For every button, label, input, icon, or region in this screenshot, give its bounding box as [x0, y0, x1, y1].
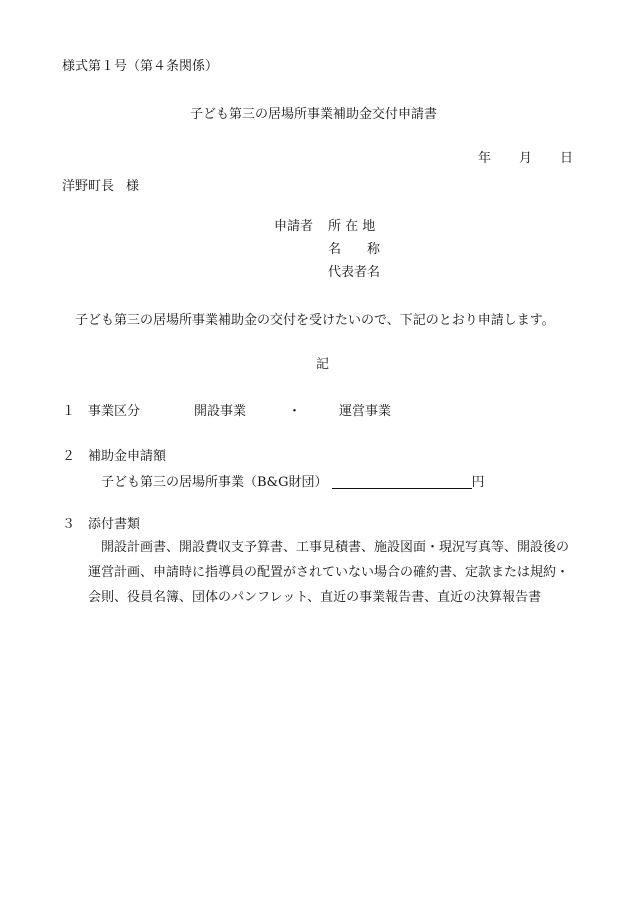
section3-attachments-text: 開設計画書、開設費収支予算書、工事見積書、施設図面・現況写真等、開設後の運営計画、申請時に指導員の配置がされていない場合の確約書、定款または規約・会則、役員名簿、団体のパンフレット、直近の事業報告書、直近の決算報告書: [88, 540, 570, 605]
applicant-address-label: 所 在 地: [328, 219, 376, 234]
applicant-representative-label: 代表者名: [328, 265, 381, 280]
date-month-label: 月: [519, 151, 533, 166]
section2-line-label: 子ども第三の居場所事業（B&G財団）: [101, 475, 328, 490]
section2-amount-line: [101, 474, 485, 489]
form-number: 様式第１号（第４条関係）: [62, 59, 219, 74]
section1-number: １: [62, 404, 76, 419]
section2-number: ２: [62, 449, 76, 464]
ki-heading: 記: [316, 357, 330, 372]
section1-option-operation: 運営事業: [339, 404, 392, 419]
addressee-name: 洋野町長: [62, 179, 115, 194]
section3-number: ３: [62, 517, 76, 532]
addressee-honorific: 様: [126, 179, 140, 194]
section1-option-opening: 開設事業: [194, 404, 247, 419]
date-year-label: 年: [478, 151, 492, 166]
section1-label: 事業区分: [88, 404, 141, 419]
intro-text: 子ども第三の居場所事業補助金の交付を受けたいので、下記のとおり申請します。: [75, 313, 555, 328]
date-day-label: 日: [560, 151, 574, 166]
section1-separator: ・: [288, 404, 302, 419]
section2-label: 補助金申請額: [88, 449, 167, 464]
amount-field[interactable]: [332, 474, 472, 489]
yen-unit: 円: [471, 475, 485, 490]
applicant-label: 申請者: [274, 219, 314, 234]
section3-label: 添付書類: [88, 517, 141, 532]
document-title: 子ども第三の居場所事業補助金交付申請書: [190, 107, 438, 122]
applicant-name-label: 名 称: [328, 242, 381, 257]
